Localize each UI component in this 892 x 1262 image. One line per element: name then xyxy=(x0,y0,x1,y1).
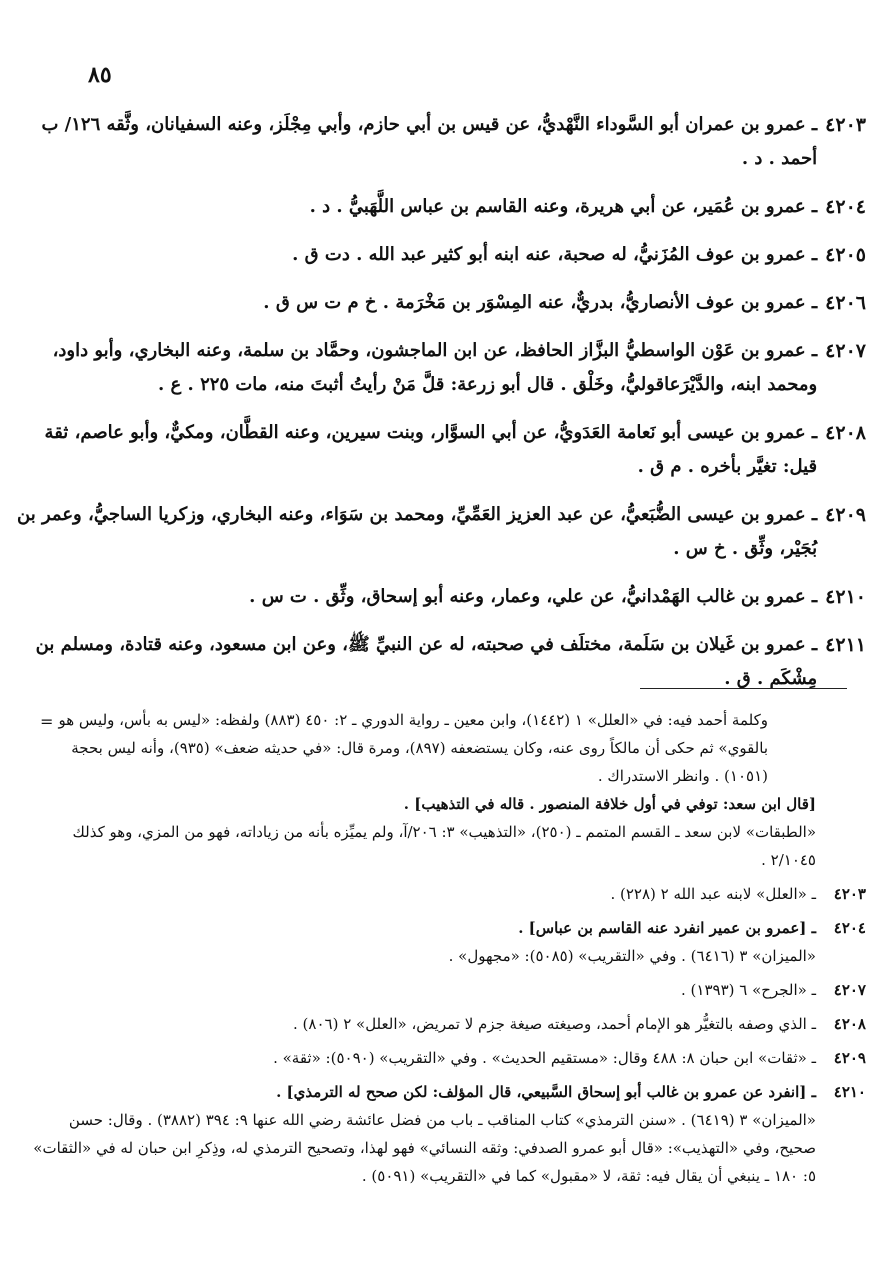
footnote-paragraph: ـ [انفرد عن عمرو بن غالب أبو إسحاق السَّبيعي، قال المؤلف: لكن صحح له الترمذي] . xyxy=(276,1083,816,1101)
biography-entry xyxy=(6,580,866,614)
biography-entry xyxy=(6,416,866,484)
footnote-body xyxy=(26,880,816,908)
footnote-body xyxy=(26,976,816,1004)
footnote-paragraph: «الميزان» ٣ (٦٤١٦) . وفي «التقريب» (٥٠٨٥): «مجهول» . xyxy=(448,947,816,965)
entry-text: ـ عمرو بن عوف الأنصاريُّ، بدريٌّ، عنه المِسْوَر بن مَخْرَمة . خ م ت س ق . xyxy=(263,292,818,313)
entry-number: ٤٢٠٦ xyxy=(825,292,866,314)
footnotes xyxy=(26,706,866,1196)
entry-number: ٤٢١١ xyxy=(825,634,866,656)
entry-text: ـ عمرو بن غالب الهَمْدانيُّ، عن علي، وعمار، وعنه أبو إسحاق، وثِّق . ت س . xyxy=(249,586,818,607)
entry-text: ـ عمرو بن عمران أبو السَّوداء النَّهْديُّ، عن قيس بن أبي حازم، وأبي مِجْلَز، وعنه السفيانان، وثَّقه ١٢٦/ ب أحمد . د . xyxy=(41,114,818,169)
footnote-body xyxy=(26,1010,816,1038)
entry-number: ٤٢٠٣ xyxy=(825,114,866,136)
footnote xyxy=(26,1010,866,1038)
footnote-divider xyxy=(640,688,847,689)
footnote xyxy=(26,706,866,874)
footnote-body xyxy=(26,1078,816,1190)
footnote-paragraph: ـ [عمرو بن عمير انفرد عنه القاسم بن عباس] . xyxy=(518,919,816,937)
entry-number: ٤٢٠٥ xyxy=(825,244,866,266)
footnote-number: ٤٢٠٧ xyxy=(833,981,866,999)
footnote xyxy=(26,914,866,970)
entry-number: ٤٢٠٤ xyxy=(825,196,866,218)
biography-entry xyxy=(6,334,866,402)
footnote-body xyxy=(26,706,816,874)
footnote-body xyxy=(26,1044,816,1072)
entry-text: ـ عمرو بن عيسى أبو نَعامة العَدَويُّ، عن أبي السوَّار، وبنت سيرين، وعنه القطَّان، ومكيٌّ، وأبو عاصم، ثقة قيل: تغيَّر بأخره . م ق . xyxy=(44,422,818,477)
entry-text: ـ عمرو بن عيسى الضُّبَعيُّ، عن عبد العزيز العَمِّيِّ، ومحمد بن سَوَاء، وعنه البخاري، وزكريا الساجيُّ، وعمر بن بُجَيْر، وثِّق . خ س . xyxy=(17,504,818,559)
footnote-paragraph: ـ «الجرح» ٦ (١٣٩٣) . xyxy=(681,981,816,999)
footnote-paragraph: ـ «العلل» لابنه عبد الله ٢ (٢٢٨) . xyxy=(610,885,816,903)
footnote-paragraph: [قال ابن سعد: توفي في أول خلافة المنصور . قاله في التذهيب] . xyxy=(403,795,816,813)
entry-number: ٤٢١٠ xyxy=(825,586,866,608)
biography-entry xyxy=(6,238,866,272)
entry-text: ـ عمرو بن عُمَير، عن أبي هريرة، وعنه القاسم بن عباس اللَّهَبيُّ . د . xyxy=(309,196,818,217)
entry-text: ـ عمرو بن عَوْن الواسطيُّ البزَّاز الحافظ، عن ابن الماجشون، وحمَّاد بن سلمة، وعنه البخاري، وأبو داود، ومحمد ابنه، والدَّيْرَعاقوليُّ، وخَلْق . قال أبو زرعة: قلَّ مَنْ رأيتُ أثبتَ منه، مات ٢٢٥ . ع . xyxy=(52,340,818,395)
entries-list xyxy=(6,108,866,710)
footnote-paragraph: ـ «ثقات» ابن حبان ٨: ٤٨٨ وقال: «مستقيم الحديث» . وفي «التقريب» (٥٠٩٠): «ثقة» . xyxy=(273,1049,816,1067)
entry-text: ـ عمرو بن عوف المُزَنيُّ، له صحبة، عنه ابنه أبو كثير عبد الله . دت ق . xyxy=(292,244,818,265)
biography-entry xyxy=(6,628,866,696)
footnote-number: ٤٢٠٣ xyxy=(833,885,866,903)
footnote-body xyxy=(26,914,816,970)
entry-number: ٤٢٠٨ xyxy=(825,422,866,444)
footnote xyxy=(26,1078,866,1190)
entry-number: ٤٢٠٩ xyxy=(825,504,866,526)
entry-number: ٤٢٠٧ xyxy=(825,340,866,362)
footnote-number: ٤٢٠٩ xyxy=(833,1049,866,1067)
entry-text: ـ عمرو بن غَيلان بن سَلَمة، مختلَف في صحبته، له عن النبيِّ ﷺ، وعن ابن مسعود، وعنه قتادة، ومسلم بن مِشْكَم . ق . xyxy=(35,634,818,689)
biography-entry xyxy=(6,190,866,224)
footnote-paragraph: وكلمة أحمد فيه: في «العلل» ١ (١٤٤٢)، وابن معين ـ رواية الدوري ـ ٢: ٤٥٠ (٨٨٣) ولفظه: «ليس به بأس، وليس هو بالقوي» ثم حكى أن مالكاً روى عنه، وكان يستضعفه (٨٩٧)، ومرة قال: «في حديثه ضعف» (٩٣٥)، وأنه ليس بحجة (١٠٥١) . وانظر الاستدراك . xyxy=(58,711,768,785)
footnote-paragraph: ـ الذي وصفه بالتغيُّر هو الإمام أحمد، وصيغته صيغة جزم لا تمريض، «العلل» ٢ (٨٠٦) . xyxy=(293,1015,816,1033)
footnote xyxy=(26,1044,866,1072)
footnote-number: ٤٢١٠ xyxy=(833,1083,866,1101)
page-number: ٨٥ xyxy=(88,62,112,88)
continuation-mark: = xyxy=(40,712,54,731)
footnote-number: ٤٢٠٨ xyxy=(833,1015,866,1033)
footnote xyxy=(26,880,866,908)
biography-entry xyxy=(6,498,866,566)
biography-entry xyxy=(6,108,866,176)
footnote-paragraph: «الطبقات» لابن سعد ـ القسم المتمم ـ (٢٥٠)، «التذهيب» ٣: ٢٠٦/آ، ولم يميِّزه بأنه من زياداته، فهو من المزي، وهو كذلك ٢/١٠٤٥ . xyxy=(72,823,816,869)
footnote-paragraph: «الميزان» ٣ (٦٤١٩) . «سنن الترمذي» كتاب المناقب ـ باب من فضل عائشة رضي الله عنها ٩: ٣٩٤ (٣٨٨٢) . وقال: حسن صحيح، وفي «التهذيب»: «قال أبو عمرو الصدفي: وثقه النسائي» فهو لهذا، وتصحيح الترمذي له، وذِكرِ ابن حبان له في «الثقات» ٥: ١٨٠ ـ ينبغي أن يقال فيه: ثقة، لا «مقبول» كما في «التقريب» (٥٠٩١) . xyxy=(33,1111,816,1185)
biography-entry xyxy=(6,286,866,320)
footnote-number: ٤٢٠٤ xyxy=(833,919,866,937)
footnote xyxy=(26,976,866,1004)
